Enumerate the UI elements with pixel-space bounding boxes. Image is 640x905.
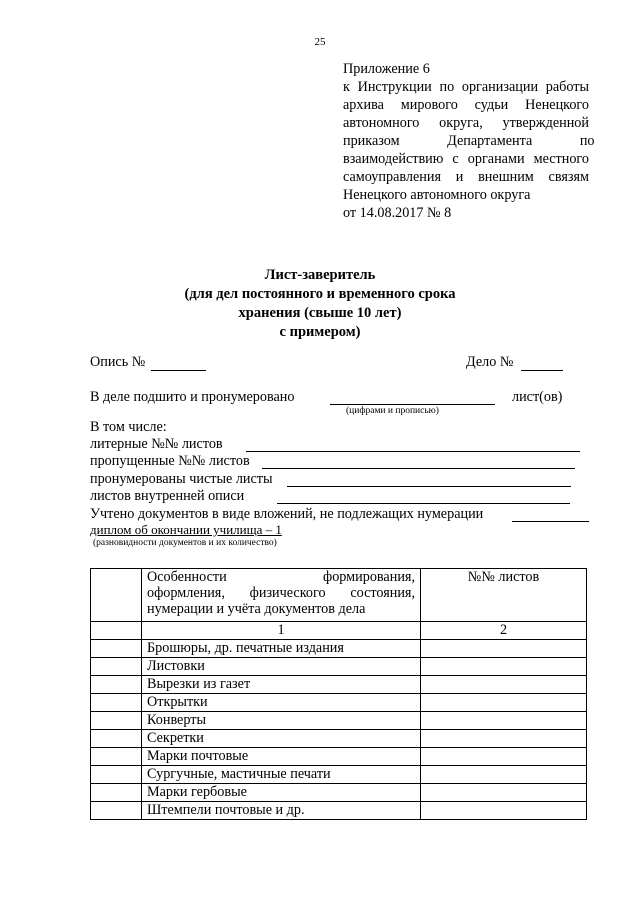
internal-label: листов внутренней описи xyxy=(90,488,245,504)
table-cell xyxy=(91,622,142,640)
row-label: Листовки xyxy=(142,658,421,676)
table-cell xyxy=(91,802,142,820)
features-table xyxy=(90,568,587,820)
table-header-row xyxy=(91,569,587,622)
case-label: Дело № xyxy=(466,354,514,370)
table-cell xyxy=(91,658,142,676)
table-header-sheets: №№ листов xyxy=(421,569,587,622)
sheets-cell[interactable] xyxy=(421,658,587,676)
table-row xyxy=(91,748,587,766)
appendix-line: Ненецкого автономного округа xyxy=(343,187,531,203)
table-row xyxy=(91,694,587,712)
table-cell xyxy=(91,712,142,730)
case-number-field[interactable] xyxy=(521,370,563,371)
table-cell xyxy=(91,676,142,694)
row-label: Конверты xyxy=(142,712,421,730)
row-label: Марки почтовые xyxy=(142,748,421,766)
row-label: Открытки xyxy=(142,694,421,712)
sheets-cell[interactable] xyxy=(421,802,587,820)
sheets-cell[interactable] xyxy=(421,694,587,712)
sheets-cell[interactable] xyxy=(421,712,587,730)
table-cell xyxy=(91,766,142,784)
row-label: Сургучные, мастичные печати xyxy=(142,766,421,784)
sheets-cell[interactable] xyxy=(421,784,587,802)
appendix-line: к Инструкции по организации работы xyxy=(343,79,589,95)
appendix-line: автономного округа, утвержденной xyxy=(343,115,589,131)
filed-count-field[interactable] xyxy=(330,404,495,405)
page-number: 25 xyxy=(314,36,326,48)
sheets-cell[interactable] xyxy=(421,640,587,658)
table-row xyxy=(91,640,587,658)
table-row xyxy=(91,658,587,676)
table-row xyxy=(91,712,587,730)
sheets-cell[interactable] xyxy=(421,748,587,766)
attachments-label: Учтено документов в виде вложений, не подлежащих нумерации xyxy=(90,506,484,522)
header-line: Особенности формирования, xyxy=(147,569,415,585)
table-row xyxy=(91,730,587,748)
document-title xyxy=(0,266,640,342)
appendix-block xyxy=(343,60,595,222)
row-label: Брошюры, др. печатные издания xyxy=(142,640,421,658)
table-row xyxy=(91,784,587,802)
sheets-cell[interactable] xyxy=(421,676,587,694)
attachments-value: диплом об окончании училища – 1 xyxy=(90,522,282,537)
attachments-field[interactable] xyxy=(512,521,589,522)
sheets-label: лист(ов) xyxy=(512,389,563,405)
including-label: В том числе: xyxy=(90,419,167,435)
missed-field[interactable] xyxy=(262,468,575,469)
row-label: Штемпели почтовые и др. xyxy=(142,802,421,820)
inventory-number-field[interactable] xyxy=(151,370,206,371)
title-line: хранения (свыше 10 лет) xyxy=(238,305,402,321)
table-number-row xyxy=(91,622,587,640)
header-line: нумерации и учёта документов дела xyxy=(147,601,366,617)
table-row xyxy=(91,802,587,820)
appendix-line: взаимодействию с органами местного xyxy=(343,151,589,167)
appendix-line: архива мирового судьи Ненецкого xyxy=(343,97,589,113)
table-row xyxy=(91,766,587,784)
row-label: Марки гербовые xyxy=(142,784,421,802)
table-cell xyxy=(91,784,142,802)
title-line: Лист-заверитель xyxy=(264,267,376,283)
table-cell xyxy=(91,748,142,766)
filed-hint: (цифрами и прописью) xyxy=(346,406,439,416)
row-label: Вырезки из газет xyxy=(142,676,421,694)
filed-label: В деле подшито и пронумеровано xyxy=(90,389,295,405)
table-cell xyxy=(91,569,142,622)
col-number-2: 2 xyxy=(421,622,587,640)
inventory-label: Опись № xyxy=(90,354,146,370)
header-line: оформления, физического состояния, xyxy=(147,585,415,601)
table-cell xyxy=(91,694,142,712)
lettered-field[interactable] xyxy=(246,451,580,452)
table-row xyxy=(91,676,587,694)
blank-field[interactable] xyxy=(287,486,571,487)
table-cell xyxy=(91,730,142,748)
sheets-cell[interactable] xyxy=(421,730,587,748)
table-cell xyxy=(91,640,142,658)
col-number-1: 1 xyxy=(142,622,421,640)
blank-label: пронумерованы чистые листы xyxy=(90,471,273,487)
appendix-line: Приложение 6 xyxy=(343,61,430,77)
appendix-line: приказом Департамента по xyxy=(343,133,595,149)
title-line: (для дел постоянного и временного срока xyxy=(184,286,456,302)
row-label: Секретки xyxy=(142,730,421,748)
title-line: с примером) xyxy=(279,324,361,340)
appendix-line: самоуправления и внешним связям xyxy=(343,169,589,185)
appendix-line: от 14.08.2017 № 8 xyxy=(343,205,452,221)
internal-field[interactable] xyxy=(277,503,570,504)
lettered-label: литерные №№ листов xyxy=(90,436,223,452)
table-header-features xyxy=(142,569,421,622)
attachments-hint: (разновидности документов и их количество) xyxy=(93,538,277,548)
sheets-cell[interactable] xyxy=(421,766,587,784)
missed-label: пропущенные №№ листов xyxy=(90,453,250,469)
